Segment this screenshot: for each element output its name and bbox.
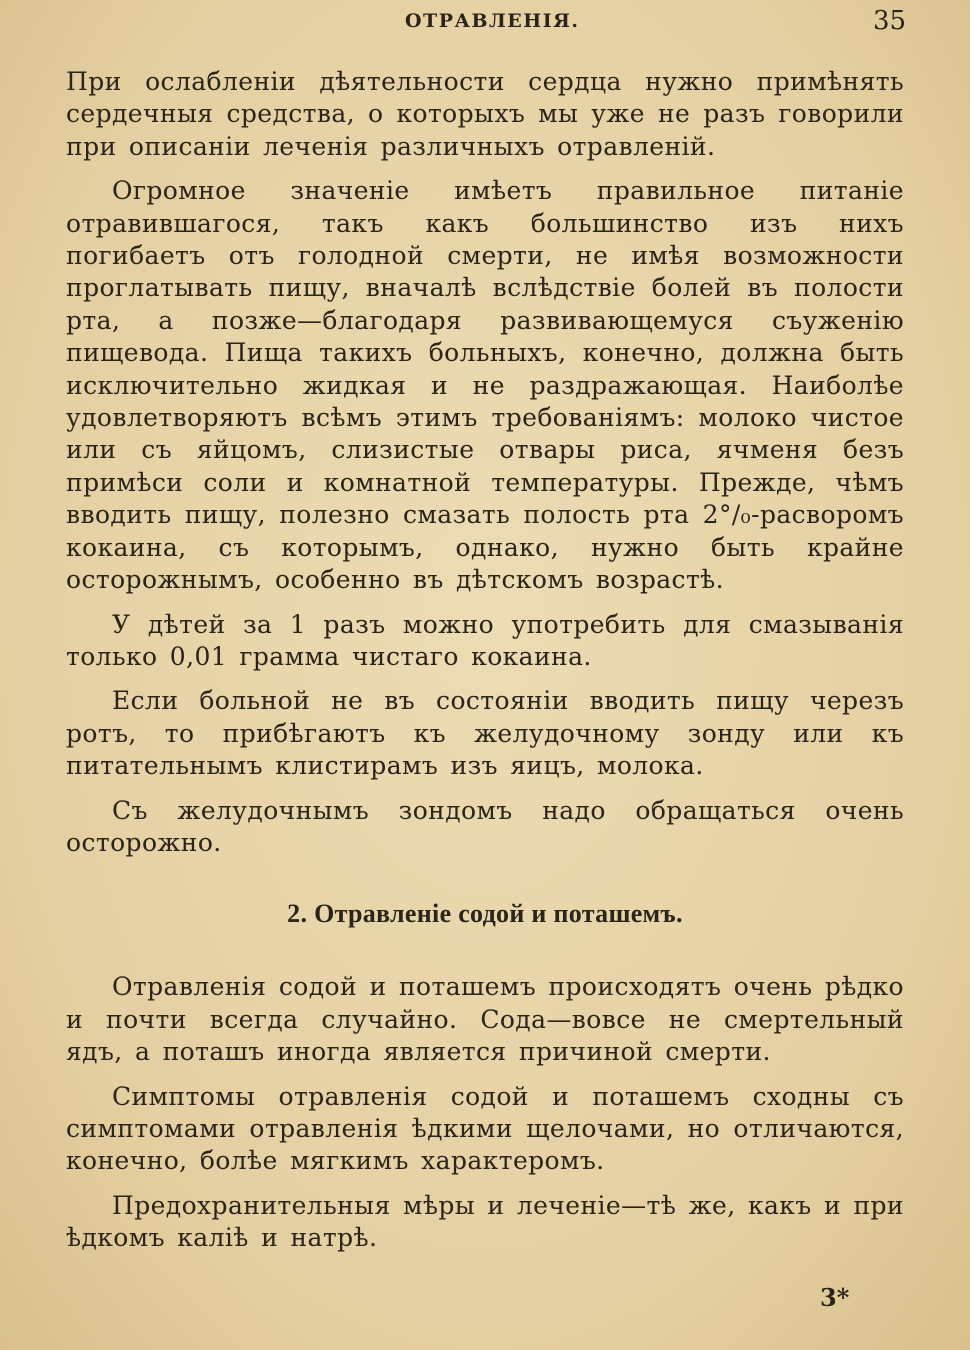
section-heading: 2. Отравленіе содой и поташемъ. [287,899,683,929]
paragraph: Предохранительныя мѣры и леченіе—тѣ же, какъ и при ѣдкомъ каліѣ и натрѣ. [66,1190,904,1253]
page-header [0,6,970,36]
paragraph: Огромное значеніе имѣетъ правильное питаніе отравившагося, такъ какъ большинство изъ нихъ погибаетъ отъ голодной смерти, не имѣя возможности проглатывать пищу, вначалѣ вслѣдствіе болей въ полости рта, а позже—благодаря развивающемуся съуженію пищевода. Пища такихъ больныхъ, конечно, должна быть исключительно жидкая и не раздражающая. Наиболѣе удовлетворяютъ всѣмъ этимъ требованіямъ: молоко чистое или съ яйцомъ, слизистые отвары риса, ячменя безъ примѣси соли и комнатной температуры. Прежде, чѣмъ вводить пищу, полезно смазать полость рта 2°/₀-расворомъ кокаина, съ которымъ, однако, нужно быть крайне осторожнымъ, особенно въ дѣтскомъ возрастѣ. [66,176,904,595]
signature-mark: 3* [820,1283,850,1312]
paragraph: При ослабленіи дѣятельности сердца нужно примѣнять сердечныя средства, о которыхъ мы уже не разъ говорили при описаніи леченія различныхъ отравленій. [66,67,904,161]
page-number: 35 [873,6,907,36]
body-text [66,66,904,1267]
paragraph: У дѣтей за 1 разъ можно употребить для смазыванія только 0,01 грамма чистаго кокаина. [66,609,904,671]
paragraph: Если больной не въ состояніи вводить пищу черезъ ротъ, то прибѣгаютъ къ желудочному зонду или къ питательнымъ клистирамъ изъ яицъ, молока. [66,686,904,781]
running-title: ОТРАВЛЕНІЯ. [405,10,580,32]
paragraph: Отравленія содой и поташемъ происходятъ очень рѣдко и почти всегда случайно. Сода—вовсе не смертельный ядъ, а поташъ иногда является причиной смерти. [66,972,904,1067]
paragraph: Симптомы отравленія содой и поташемъ сходны съ симптомами отравленія ѣдкими щелочами, но отличаются, конечно, болѣе мягкимъ характеромъ. [66,1081,904,1176]
paragraph: Съ желудочнымъ зондомъ надо обращаться очень осторожно. [66,795,904,857]
